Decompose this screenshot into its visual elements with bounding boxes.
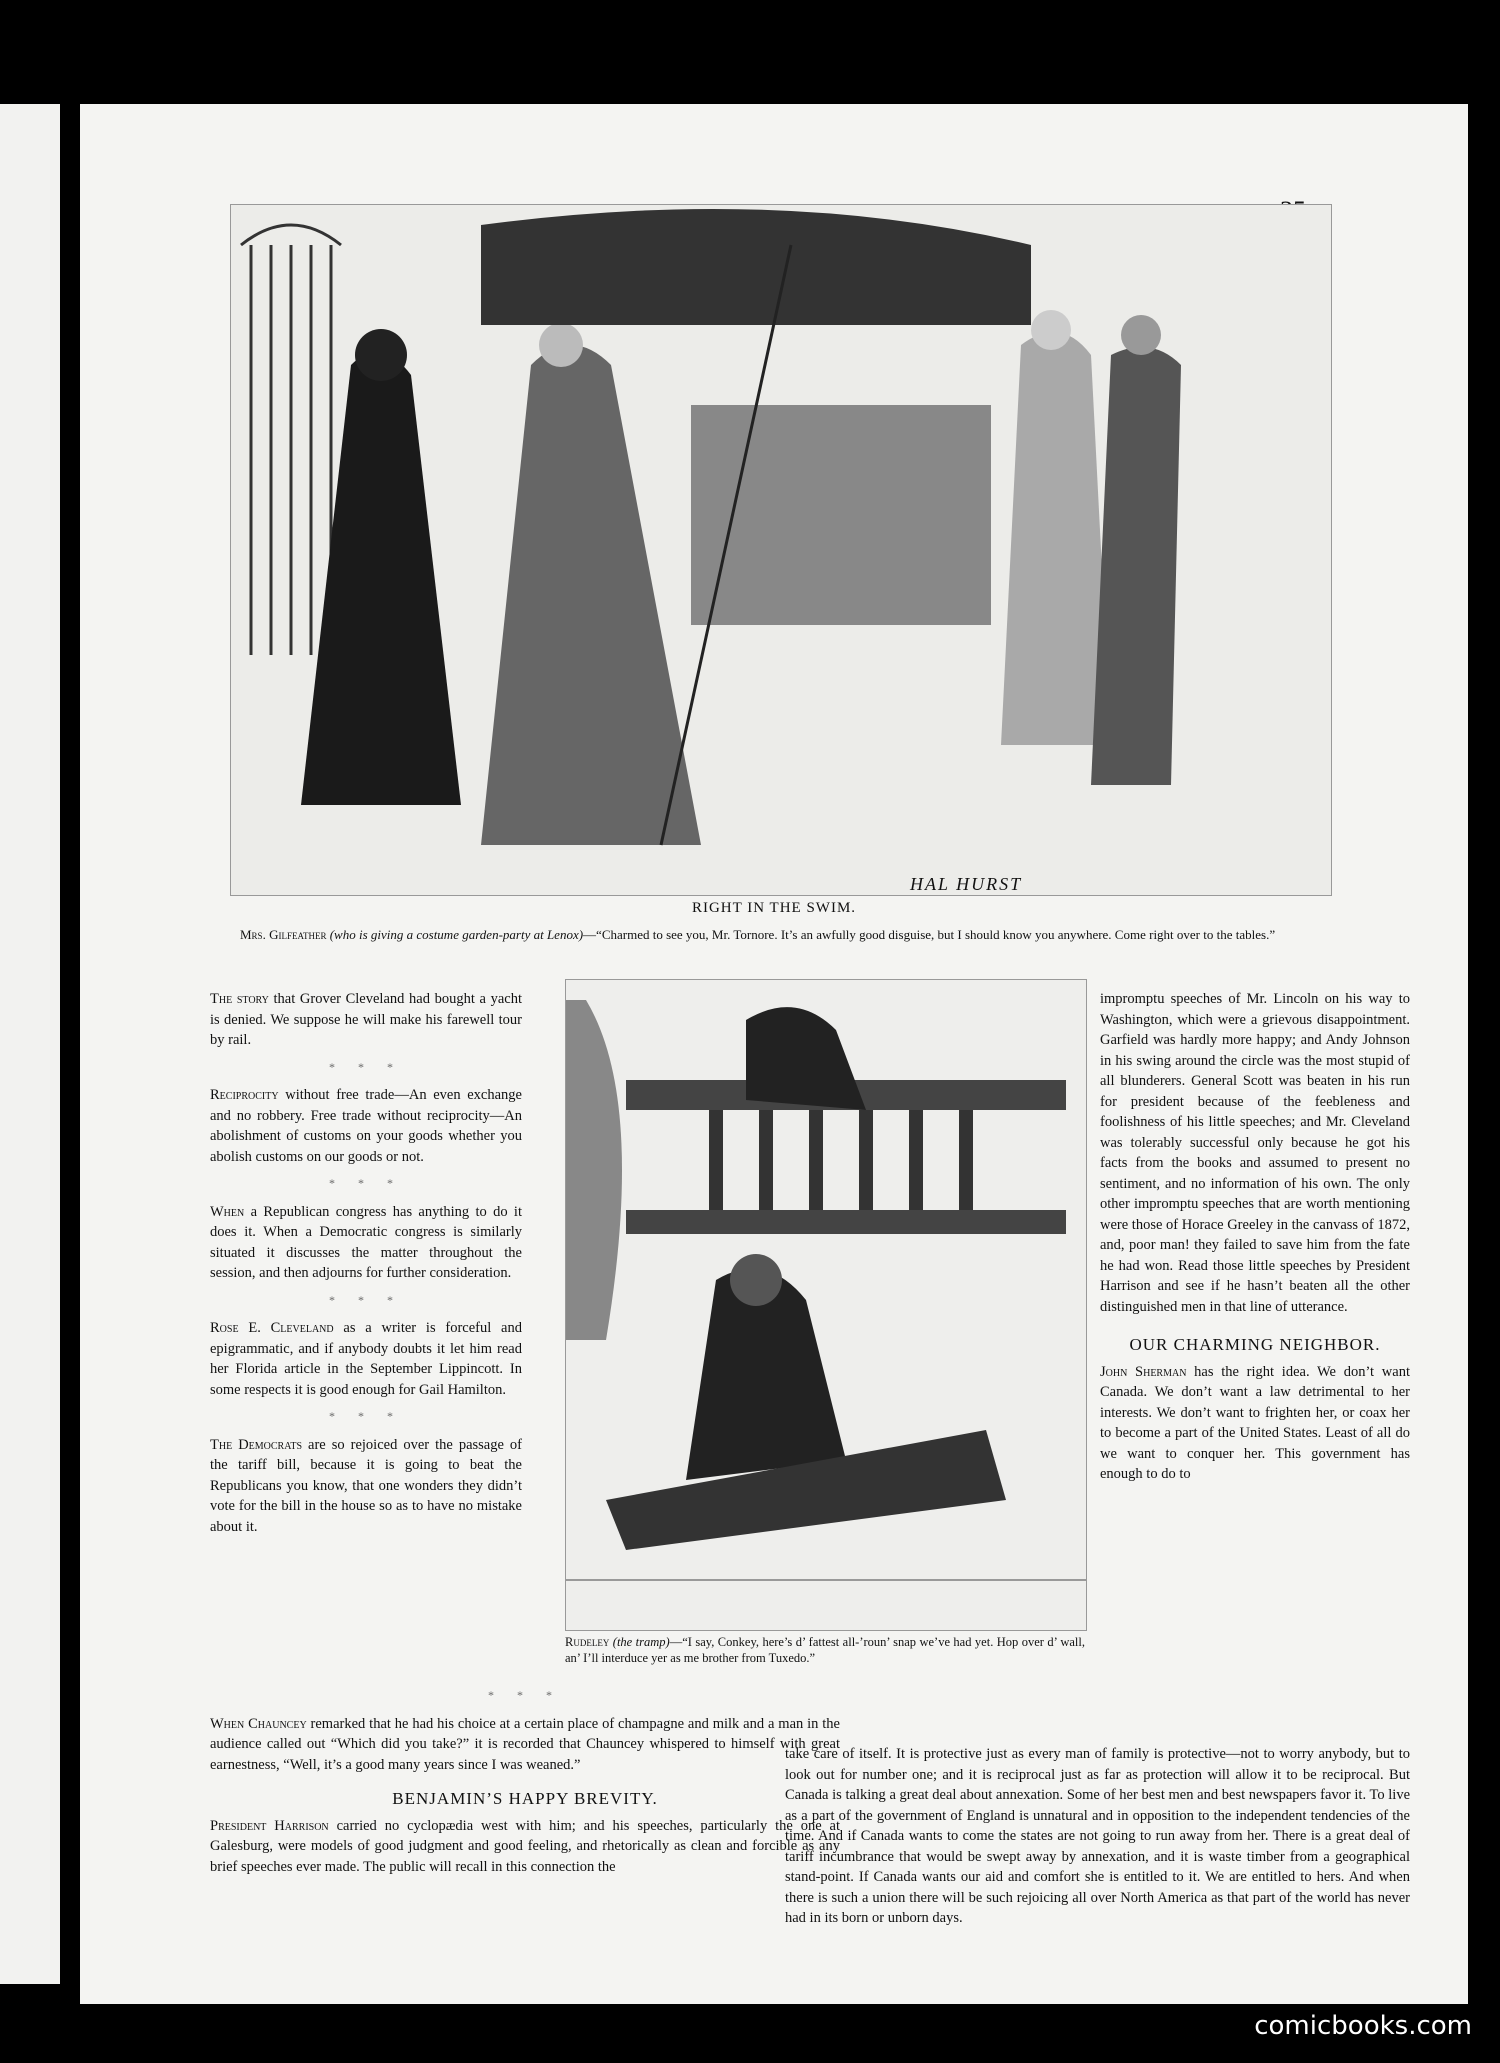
section-divider: * * * bbox=[488, 1688, 562, 1702]
right-bottom-column bbox=[785, 1744, 1410, 1929]
article-paragraph: President Harrison carried no cyclopædia west with him; and his speeches, particularly the one at Galesburg, were models of good judgment and good feeling, and rhetorically as clean and forcible as any brief speeches ever made. The public will recall in this connection the bbox=[210, 1817, 840, 1875]
section-heading: BENJAMIN’S HAPPY BREVITY. bbox=[392, 1789, 658, 1808]
article-paragraph: impromptu speeches of Mr. Lincoln on his way to Washington, which were a grievous disappointment. Garfield was hardly more happy; and Andy Johnson in his swing around the circle was the most stupid of all blunderers. General Scott was beaten in his run for president because of the feebleness and foolishness of his little speeches; and Mr. Cleveland was tolerably successful only because he got his facts from the books and assumed to present no sentiment, and no information of his own. The only other impromptu speeches that are worth mentioning were those of Horace Greeley in the canvass of 1872, and, poor man! they failed to save him from the fate he had won. Read those little speeches by President Harrison and see if he hasn’t beaten all the other distinguished men in that line of utterance. bbox=[1100, 991, 1411, 1315]
caption-speaker: Rudeley bbox=[565, 1635, 610, 1649]
tramp-caption bbox=[565, 1634, 1085, 1666]
right-column bbox=[1100, 989, 1410, 1485]
caption-quote: —“I say, Conkey, here’s d’ fattest all-’roun’ snap we’ve had yet. Hop over d’ wall, an’ I’ll interduce yer as me brother from Tuxedo.” bbox=[565, 1635, 1085, 1665]
article-paragraph: When Chauncey remarked that he had his choice at a certain place of champagne and milk and a man in the audience called out “Which did you take?” it is recorded that Chauncey whispered to himself with great earnestness, “Well, it’s a good many years since I was weaned.” bbox=[210, 1715, 840, 1773]
tramp-illustration bbox=[565, 979, 1087, 1631]
magazine-page bbox=[80, 104, 1468, 2004]
caption-quote: —“Charmed to see you, Mr. Tornore. It’s an awfully good disguise, but I should know you anywhere. Come right over to the tables.” bbox=[583, 927, 1276, 942]
article-paragraph: The story that Grover Cleveland had bought a yacht is denied. We suppose he will make his farewell tour by rail. bbox=[210, 991, 522, 1048]
section-heading: OUR CHARMING NEIGHBOR. bbox=[1129, 1335, 1381, 1354]
article-paragraph: When a Republican congress has anything to do it does it. When a Democratic congress is similarly situated it discusses the matter throughout the session, and then adjourns for further consideration. bbox=[210, 1203, 522, 1281]
artist-signature: HAL HURST bbox=[910, 874, 1023, 894]
caption-speaker: Mrs. Gilfeather bbox=[240, 927, 327, 942]
article-paragraph: The Democrats are so rejoiced over the passage of the tariff bill, because it is going to beat the Republicans you know, that one wonders they didn’t vote for the bill in the house so as to have no mistake about it. bbox=[210, 1436, 522, 1535]
illustration-title: RIGHT IN THE SWIM. bbox=[691, 900, 857, 916]
caption-aside: (who is giving a costume garden-party at Lenox) bbox=[329, 927, 584, 942]
adjacent-page-edge bbox=[0, 104, 60, 1984]
article-paragraph: Reciprocity without free trade—An even exchange and no robbery. Free trade without reciprocity—An abolishment of customs on your goods whether you abolish customs on our goods or not. bbox=[210, 1087, 522, 1165]
article-paragraph: John Sherman has the right idea. We don’t want Canada. We don’t want a law detrimental to her interests. We don’t want to frighten her, or coax her to become a part of the United States. Least of all do we want to conquer her. This government has enough to do to bbox=[1100, 1363, 1410, 1482]
watermark: comicbooks.com bbox=[1254, 2011, 1472, 2041]
article-paragraph: Rose E. Cleveland as a writer is forceful and epigrammatic, and if anybody doubts it let him read her Florida article in the September Lippincott. In some respects it is good enough for Gail Hamilton. bbox=[210, 1320, 522, 1398]
section-divider: * * * bbox=[329, 1059, 403, 1074]
section-divider: * * * bbox=[329, 1409, 403, 1423]
garden-party-illustration bbox=[230, 204, 1332, 896]
illustration-caption bbox=[240, 926, 1408, 944]
article-paragraph: take care of itself. It is protective just as every man of family is protective—not to worry anybody, but to look out for number one; and it is reciprocal just as far as protection will allow it to be reciprocal. But Canada is talking a great deal about annexation. Some of her best men and best newspapers favor it. To live as a part of the government of England is unnatural and in opposition to the independent tendencies of the time. And if Canada wants to come the states are not going to run away from her. There is a great deal of tariff incumbrance that would be swept away by annexation, and it is waste timber from a geographical stand-point. If Canada wants our aid and comfort she is entitled to it. We are entitled to hers. And when there is such a union there will be such rejoicing all over North America as that part of the world has never had in its born or unborn days. bbox=[785, 1746, 1410, 1926]
section-divider: * * * bbox=[329, 1292, 403, 1307]
left-column bbox=[210, 989, 522, 1537]
caption-aside: (the tramp) bbox=[612, 1635, 670, 1649]
left-bottom-column bbox=[210, 1679, 840, 1877]
section-divider: * * * bbox=[329, 1176, 403, 1190]
